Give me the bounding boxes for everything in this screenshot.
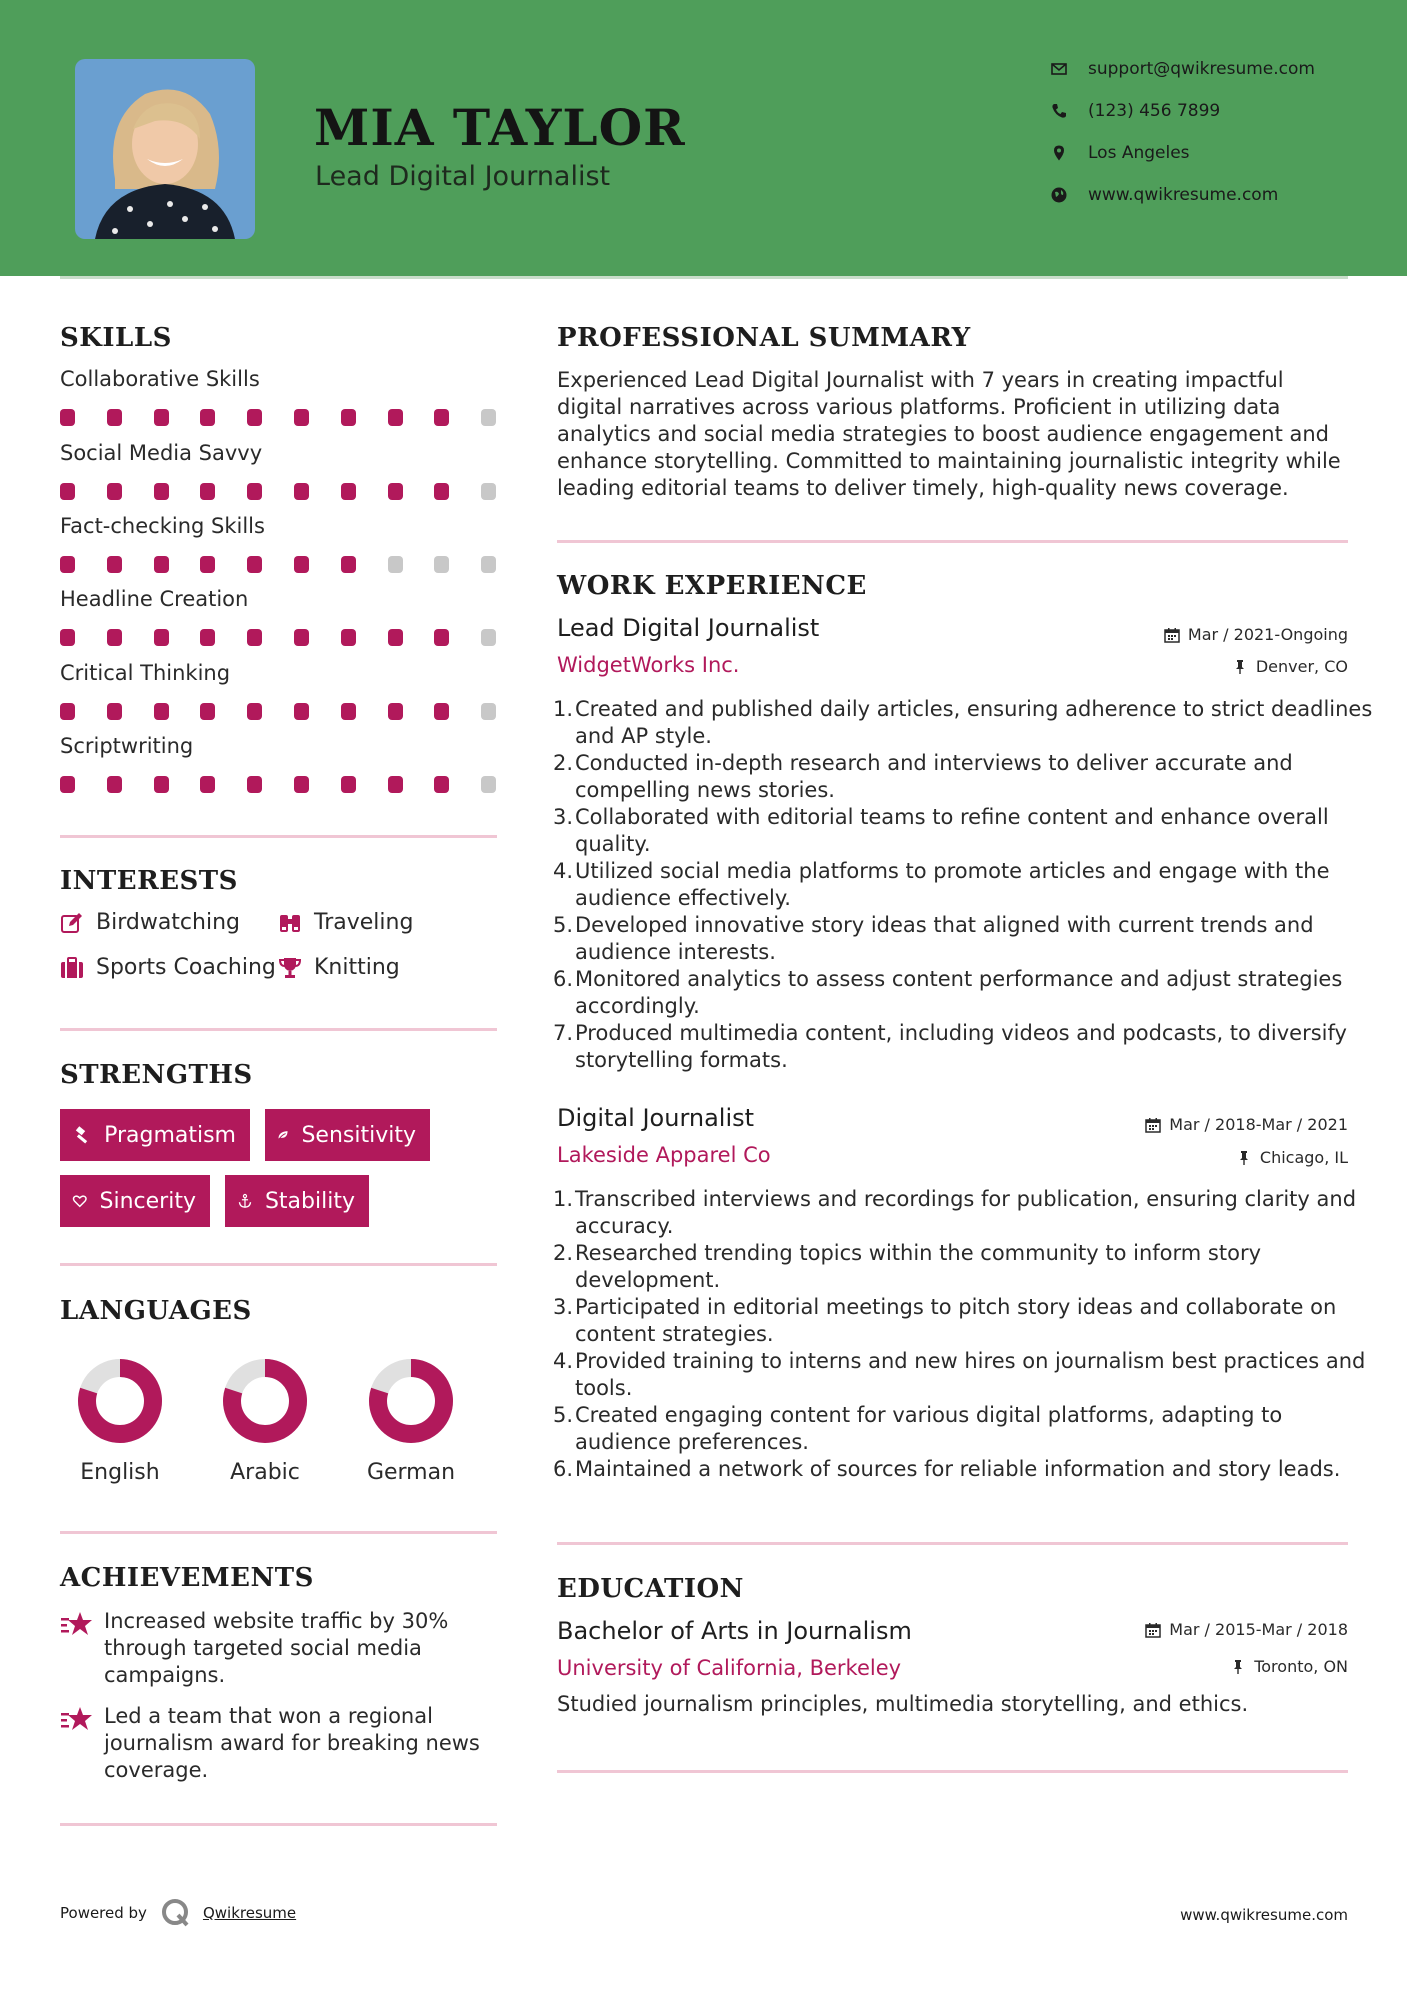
education-dates <box>1145 1620 1348 1639</box>
leaf-icon <box>277 1122 289 1148</box>
achievements-heading: ACHIEVEMENTS <box>60 1563 314 1593</box>
strength-label: Stability <box>264 1188 355 1214</box>
interest-label: Knitting <box>314 955 400 980</box>
list-item: Produced multimedia content, including videos and podcasts, to diversify storytelling formats. <box>575 1021 1347 1072</box>
contact-email-text: support@qwikresume.com <box>1088 59 1315 79</box>
rating-dot-filled <box>107 629 122 646</box>
strength-tag <box>265 1109 430 1161</box>
anchor-icon <box>237 1188 253 1214</box>
rating-dot-filled <box>388 409 403 426</box>
section-divider <box>60 1531 497 1534</box>
summary-text: Experienced Lead Digital Journalist with 7 years in creating impactful digital narratives across various platforms. Proficient in utilizing data analytics and social media strategies to boost audience engagement and enhance storytelling. Committed to maintaining journalistic integrity while leading editorial teams to deliver timely, high-quality news coverage. <box>557 368 1341 500</box>
language-donut <box>220 1356 310 1446</box>
section-divider <box>60 1823 497 1826</box>
skills-heading: SKILLS <box>60 323 172 353</box>
rating-dot-filled <box>60 629 75 646</box>
list-item: Participated in editorial meetings to pitch story ideas and collaborate on content strategies. <box>575 1295 1337 1346</box>
job-location <box>1236 1148 1348 1167</box>
list-item: Collaborated with editorial teams to refine content and enhance overall quality. <box>575 805 1329 856</box>
list-item: Created engaging content for various digital platforms, adapting to audience preferences. <box>575 1403 1283 1454</box>
rating-dot-filled <box>434 409 449 426</box>
star-icon <box>60 1705 94 1735</box>
education-location <box>1230 1657 1348 1676</box>
rating-dot-filled <box>200 483 215 500</box>
rating-dot-filled <box>107 776 122 793</box>
rating-dot-filled <box>154 776 169 793</box>
contact-website[interactable] <box>1050 180 1370 210</box>
education-location-text: Toronto, ON <box>1254 1657 1348 1676</box>
language-donut <box>366 1356 456 1446</box>
job-location-text: Denver, CO <box>1255 657 1348 676</box>
binoculars-icon <box>278 911 302 935</box>
qwikresume-logo-icon <box>161 1898 191 1928</box>
job-dates <box>1145 1115 1348 1134</box>
rating-dot-empty <box>481 776 496 793</box>
strength-tag <box>60 1175 210 1227</box>
list-item: Researched trending topics within the community to inform story development. <box>575 1241 1262 1292</box>
interest-label: Traveling <box>314 910 414 935</box>
candidate-name: MIA TAYLOR <box>314 98 686 157</box>
trophy-icon <box>278 956 302 980</box>
rating-dot-filled <box>341 703 356 720</box>
rating-dot-filled <box>107 703 122 720</box>
achievement-item <box>60 1703 500 1784</box>
job-duties-list <box>557 696 1375 1074</box>
contact-location-text: Los Angeles <box>1088 143 1190 163</box>
strengths-heading: STRENGTHS <box>60 1060 253 1090</box>
achievement-text: Led a team that won a regional journalism award for breaking news coverage. <box>104 1704 480 1782</box>
interest-label: Sports Coaching <box>96 955 276 980</box>
skill-name: Headline Creation <box>60 587 249 611</box>
interest-item <box>60 910 240 935</box>
strength-tag <box>225 1175 369 1227</box>
rating-dot-filled <box>154 483 169 500</box>
language-label: Arabic <box>230 1460 300 1485</box>
calendar-icon <box>1145 1117 1161 1133</box>
header-divider <box>60 276 1348 279</box>
interest-label: Birdwatching <box>96 910 240 935</box>
rating-dot-empty <box>434 556 449 573</box>
list-item: Monitored analytics to assess content performance and adjust strategies accordingly. <box>575 967 1343 1018</box>
rating-dot-filled <box>294 556 309 573</box>
languages-heading: LANGUAGES <box>60 1296 252 1326</box>
skill-rating <box>60 409 500 429</box>
qwikresume-link[interactable]: Qwikresume <box>202 1904 297 1922</box>
contact-email[interactable] <box>1050 54 1370 84</box>
achievement-text: Increased website traffic by 30% through targeted social media campaigns. <box>104 1609 449 1687</box>
rating-dot-filled <box>294 483 309 500</box>
rating-dot-empty <box>388 556 403 573</box>
calendar-icon <box>1164 627 1180 643</box>
job-title: Digital Journalist <box>557 1104 755 1132</box>
interests-heading: INTERESTS <box>60 866 238 896</box>
company-name: Lakeside Apparel Co <box>557 1143 771 1167</box>
rating-dot-filled <box>247 703 262 720</box>
language-donut <box>75 1356 165 1446</box>
rating-dot-filled <box>341 483 356 500</box>
section-divider <box>60 1028 497 1031</box>
job-dates-text: Mar / 2018-Mar / 2021 <box>1169 1115 1348 1134</box>
rating-dot-filled <box>60 703 75 720</box>
rating-dot-filled <box>341 409 356 426</box>
list-item: Conducted in-depth research and interviews to deliver accurate and compelling news stories. <box>575 751 1293 802</box>
rating-dot-filled <box>107 409 122 426</box>
language-item <box>351 1356 471 1485</box>
job-duties-list <box>557 1186 1375 1483</box>
pin-icon <box>1230 1659 1246 1675</box>
contact-location <box>1050 138 1370 168</box>
rating-dot-filled <box>434 776 449 793</box>
skill-rating <box>60 776 500 796</box>
rating-dot-filled <box>200 556 215 573</box>
rating-dot-filled <box>60 556 75 573</box>
rating-dot-filled <box>247 776 262 793</box>
rating-dot-filled <box>388 629 403 646</box>
calendar-icon <box>1145 1622 1161 1638</box>
list-item: Created and published daily articles, ensuring adherence to strict deadlines and AP style. <box>575 697 1373 748</box>
rating-dot-filled <box>341 776 356 793</box>
skill-name: Collaborative Skills <box>60 367 260 391</box>
language-label: English <box>80 1460 160 1485</box>
profile-photo <box>75 59 255 239</box>
pencil-square-icon <box>60 911 84 935</box>
rating-dot-filled <box>60 409 75 426</box>
list-item: Developed innovative story ideas that aligned with current trends and audience interests. <box>575 913 1314 964</box>
skill-name: Critical Thinking <box>60 661 231 685</box>
powered-by-text: Powered by <box>60 1904 147 1922</box>
skill-item <box>60 514 500 576</box>
rating-dot-filled <box>200 629 215 646</box>
skill-item <box>60 661 500 723</box>
education-dates-text: Mar / 2015-Mar / 2018 <box>1169 1620 1348 1639</box>
rating-dot-filled <box>294 703 309 720</box>
skill-rating <box>60 703 500 723</box>
summary-heading: PROFESSIONAL SUMMARY <box>557 323 971 353</box>
rating-dot-empty <box>481 629 496 646</box>
star-icon <box>60 1610 94 1640</box>
section-divider <box>557 1542 1348 1545</box>
rating-dot-filled <box>200 409 215 426</box>
heart-icon <box>72 1188 88 1214</box>
company-name: WidgetWorks Inc. <box>557 653 740 677</box>
rating-dot-empty <box>481 556 496 573</box>
strength-label: Sincerity <box>99 1188 196 1214</box>
list-item: Transcribed interviews and recordings for publication, ensuring clarity and accuracy. <box>575 1187 1357 1238</box>
skill-name: Scriptwriting <box>60 734 194 758</box>
rating-dot-filled <box>154 629 169 646</box>
rating-dot-filled <box>247 629 262 646</box>
rating-dot-filled <box>294 629 309 646</box>
rating-dot-filled <box>154 703 169 720</box>
envelope-icon <box>1050 60 1068 78</box>
contact-website-text: www.qwikresume.com <box>1088 185 1279 205</box>
section-divider <box>557 1770 1348 1773</box>
job-location <box>1232 657 1348 676</box>
skill-item <box>60 367 500 429</box>
list-item: Maintained a network of sources for reliable information and story leads. <box>575 1457 1341 1481</box>
footer-powered-by <box>60 1898 296 1928</box>
rating-dot-filled <box>434 629 449 646</box>
language-item <box>205 1356 325 1485</box>
experience-heading: WORK EXPERIENCE <box>557 571 867 601</box>
rating-dot-filled <box>341 556 356 573</box>
rating-dot-filled <box>107 556 122 573</box>
job-dates-text: Mar / 2021-Ongoing <box>1187 625 1348 644</box>
section-divider <box>557 540 1348 543</box>
skill-rating <box>60 556 500 576</box>
rating-dot-filled <box>434 483 449 500</box>
contact-phone-text: (123) 456 7899 <box>1088 101 1221 121</box>
skill-rating <box>60 483 500 503</box>
rating-dot-filled <box>200 703 215 720</box>
briefcase-icon <box>60 956 84 980</box>
pin-icon <box>1232 659 1248 675</box>
interest-item <box>278 955 400 980</box>
skill-name: Social Media Savvy <box>60 441 263 465</box>
list-item: Provided training to interns and new hires on journalism best practices and tools. <box>575 1349 1366 1400</box>
rating-dot-filled <box>60 776 75 793</box>
globe-icon <box>1050 186 1068 204</box>
rating-dot-filled <box>107 483 122 500</box>
strength-label: Pragmatism <box>104 1122 236 1148</box>
language-label: German <box>366 1460 456 1485</box>
language-item <box>60 1356 180 1485</box>
skill-item <box>60 734 500 796</box>
rating-dot-filled <box>60 483 75 500</box>
rating-dot-filled <box>247 409 262 426</box>
rating-dot-empty <box>481 483 496 500</box>
rating-dot-filled <box>388 483 403 500</box>
rating-dot-filled <box>294 776 309 793</box>
job-dates <box>1164 625 1348 644</box>
strength-tag <box>60 1109 250 1161</box>
section-divider <box>60 835 497 838</box>
achievement-item <box>60 1608 500 1689</box>
rating-dot-filled <box>388 776 403 793</box>
contact-phone[interactable] <box>1050 96 1370 126</box>
pin-icon <box>1236 1150 1252 1166</box>
rating-dot-filled <box>154 556 169 573</box>
rating-dot-empty <box>481 409 496 426</box>
skill-rating <box>60 629 500 649</box>
section-divider <box>60 1263 497 1266</box>
skill-item <box>60 441 500 503</box>
rating-dot-filled <box>247 483 262 500</box>
rating-dot-empty <box>481 703 496 720</box>
degree-title: Bachelor of Arts in Journalism <box>557 1617 912 1645</box>
rating-dot-filled <box>341 629 356 646</box>
gavel-icon <box>72 1122 92 1148</box>
candidate-title: Lead Digital Journalist <box>315 161 611 192</box>
footer-url[interactable]: www.qwikresume.com <box>1180 1906 1348 1924</box>
rating-dot-filled <box>154 409 169 426</box>
skill-name: Fact-checking Skills <box>60 514 265 538</box>
education-heading: EDUCATION <box>557 1574 744 1604</box>
job-location-text: Chicago, IL <box>1259 1148 1348 1167</box>
rating-dot-filled <box>434 703 449 720</box>
list-item: Utilized social media platforms to promote articles and engage with the audience effectively. <box>575 859 1330 910</box>
interest-item <box>278 910 413 935</box>
rating-dot-filled <box>200 776 215 793</box>
rating-dot-filled <box>294 409 309 426</box>
rating-dot-filled <box>247 556 262 573</box>
school-name: University of California, Berkeley <box>557 1656 902 1680</box>
rating-dot-filled <box>388 703 403 720</box>
strength-label: Sensitivity <box>301 1122 416 1148</box>
map-marker-icon <box>1050 144 1068 162</box>
skill-item <box>60 587 500 649</box>
education-description: Studied journalism principles, multimedia storytelling, and ethics. <box>557 1692 1249 1716</box>
interest-item <box>60 955 276 980</box>
phone-icon <box>1050 102 1068 120</box>
job-title: Lead Digital Journalist <box>557 614 820 642</box>
